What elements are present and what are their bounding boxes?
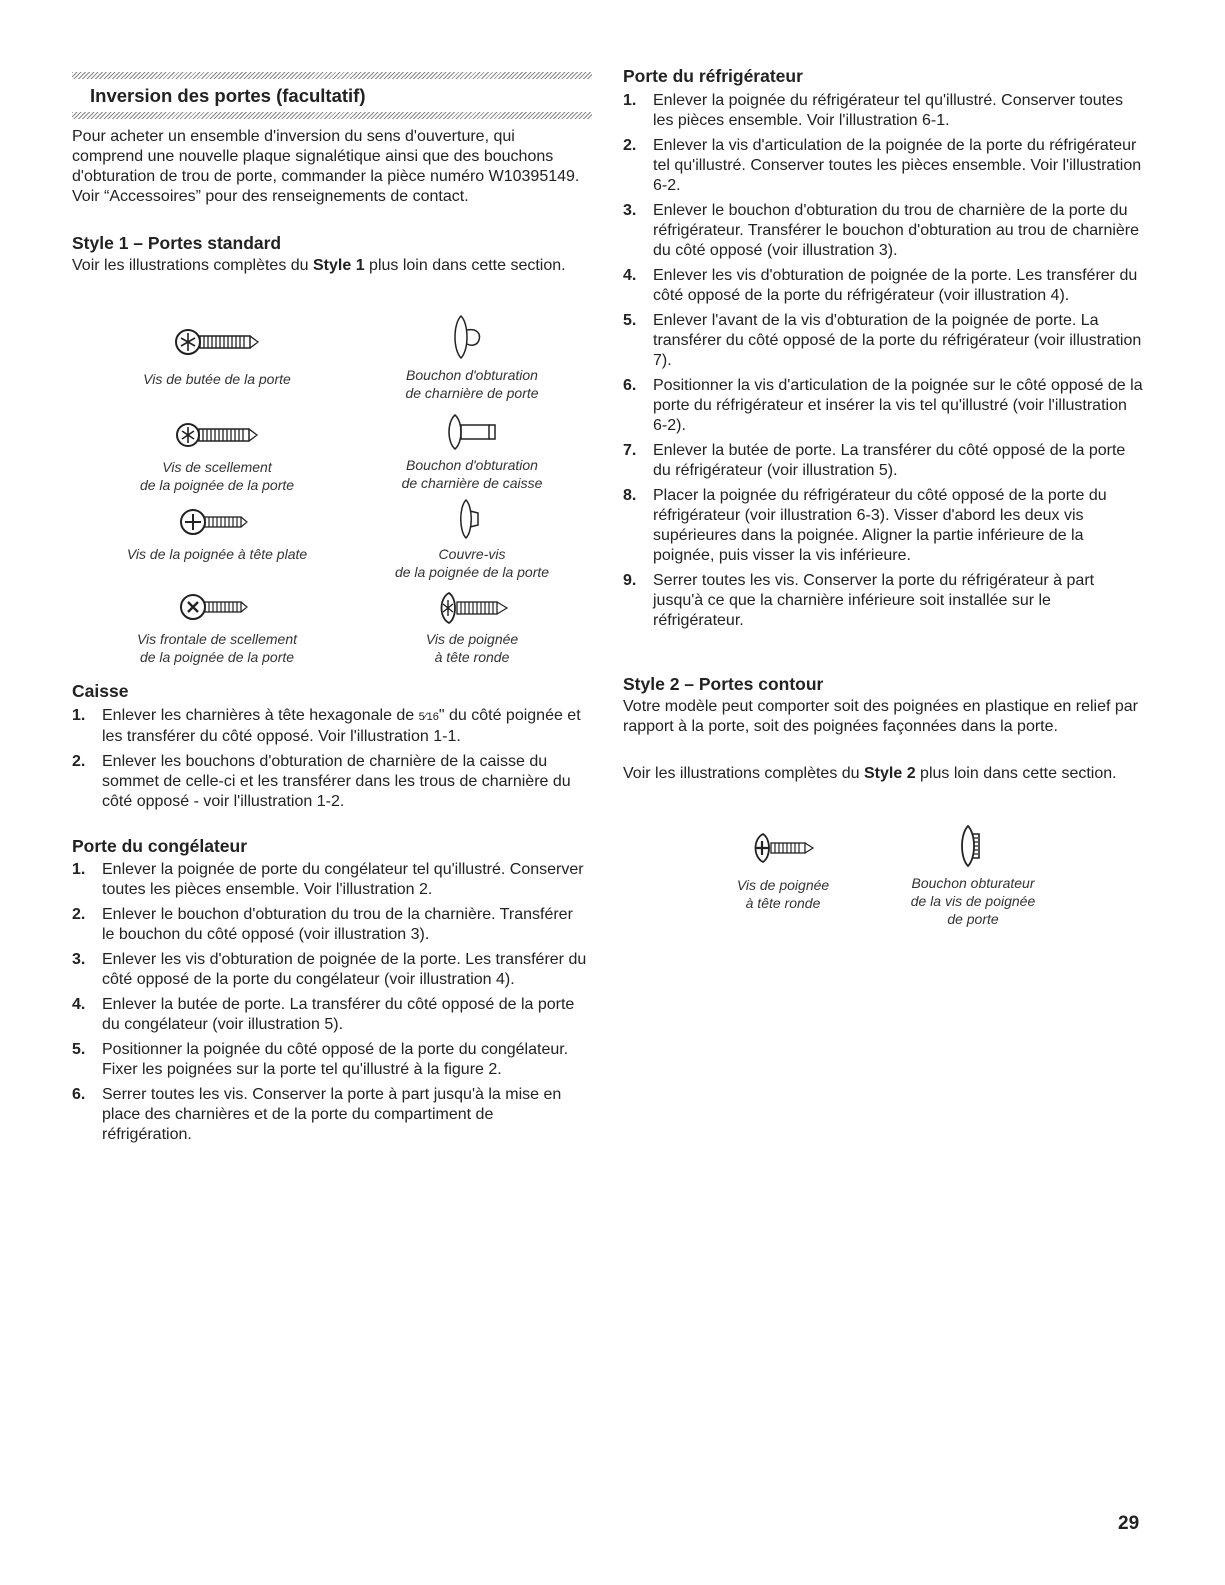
caption-line2: de la poignée de la porte [139,649,295,665]
flat-head-handle-screw-icon [177,505,257,539]
style2-paragraph-2: Voir les illustrations complètes du Style 2 plus loin dans cette section. [623,765,1117,782]
congelateur-step-6: 6. Serrer toutes les vis. Conserver la porte à part jusqu'à la mise en place des charnières et de la porte du compartiment de réfrigération. [72,1086,562,1143]
congelateur-step-4: 4. Enlever la butée de porte. La transférer du côté opposé de la porte du congélateur (voir illustration 5). [72,996,575,1033]
figure-handle-seal-screw [92,418,342,494]
figure-cabinet-hinge-hole-plug [362,412,582,492]
refrigerateur-step-5: 5. Enlever l'avant de la vis d'obturation de la poignée de porte. La transférer du côté opposé de la porte du réfrigérateur (voir illustration 7). [623,312,1142,369]
congelateur-heading: Porte du congélateur [72,836,248,856]
page-number: 29 [1118,1513,1140,1534]
round-head-handle-screw-icon [743,828,823,868]
door-hinge-hole-plug-icon [447,312,497,362]
caption-line2: à tête ronde [434,649,510,665]
caption-line2: de la vis de poignée [910,893,1036,909]
refrigerateur-step-7: 7. Enlever la butée de porte. La transférer du côté opposé de la porte du réfrigérateur (voir illustration 5). [623,442,1126,479]
congelateur-step-5: 5. Positionner la poignée du côté opposé de la porte du congélateur. Fixer les poignées sur la porte tel qu'illustré à la figure 2. [72,1041,569,1078]
caption-line1: Vis de scellement [162,459,272,475]
figure-door-hinge-hole-plug [362,312,582,402]
refrigerateur-step-3: 3. Enlever le bouchon d'obturation du trou de charnière de la porte du réfrigérateur. Transférer le bouchon d'obturation au trou de charnière du côté opposé (voir illustration 3). [623,202,1140,259]
congelateur-steps [72,860,587,1150]
figure-handle-screw-cover [362,497,582,581]
figure-flat-head-handle-screw [92,505,342,563]
refrigerateur-step-6: 6. Positionner la vis d'articulation de la poignée sur le côté opposé de la porte du réfrigérateur et insérer la vis tel qu'illustré (voir l'illustration 6-2). [623,377,1143,434]
handle-screw-cover-icon [452,497,492,541]
caisse-heading: Caisse [72,681,129,701]
caption-line1: Vis de la poignée à tête plate [126,546,308,562]
cabinet-hinge-hole-plug-icon [437,412,507,452]
caption-line2: de charnière de caisse [401,475,543,491]
refrigerateur-step-8: 8. Placer la poignée du réfrigérateur du côté opposé de la porte du réfrigérateur (voir illustration 6-3). Visser d'abord les deux vis supérieures dans la poignée. Aligner la partie inférieure de la poignée, puis visser la vis inférieure. [623,487,1107,564]
front-seal-screw-icon [177,590,257,624]
figure-round-head-handle-screw-style2 [683,828,883,912]
round-head-handle-screw-icon [427,590,517,626]
figure-door-stop-screw [92,322,342,388]
congelateur-step-3: 3. Enlever les vis d'obturation de poignée de la porte. Les transférer du côté opposé de la porte du congélateur (voir illustration 4). [72,951,587,988]
congelateur-step-2: 2. Enlever le bouchon d'obturation du trou de la charnière. Transférer le bouchon du côté opposé (voir illustration 3). [72,906,573,943]
style1-heading: Style 1 – Portes standard [72,233,282,253]
door-stop-screw-icon [172,322,262,362]
congelateur-step-1: 1. Enlever la poignée de porte du congélateur tel qu'illustré. Conserver toutes les pièces ensemble. Voir l'illustration 2. [72,861,584,898]
refrigerateur-step-1: 1. Enlever la poignée du réfrigérateur tel qu'illustré. Conserver toutes les pièces ensemble. Voir l'illustration 6-1. [623,92,1123,129]
caption-line3: de porte [947,911,999,927]
style2-paragraph: Votre modèle peut comporter soit des poignées en plastique en relief par rapport à la porte, soit des poignées façonnées dans la porte. [623,698,1138,735]
figure-handle-screw-plug [873,822,1073,928]
caption-line2: de la poignée de la porte [139,477,295,493]
caption-line2: à tête ronde [745,895,821,911]
intro-paragraph: Pour acheter un ensemble d'inversion du sens d'ouverture, qui comprend une nouvelle plaque signalétique ainsi que des bouchons d'obturation de trou de porte, commander la pièce numéro W10395149. Voir “Accessoires” pour des renseignements de contact. [72,128,580,205]
caption-line1: Couvre-vis [438,546,506,562]
section-title-rule-bottom [72,112,592,119]
caption-line1: Bouchon obturateur [911,875,1035,891]
section-title: Inversion des portes (facultatif) [90,85,366,106]
caisse-step-2: 2. Enlever les bouchons d'obturation de charnière de la caisse du sommet de celle-ci et les transférer dans les trous de charnière du côté opposé - voir l'illustration 1-2. [72,753,571,810]
caption-line1: Vis frontale de scellement [136,631,298,647]
refrigerateur-steps [623,91,1143,636]
refrigerateur-step-2: 2. Enlever la vis d'articulation de la poignée de la porte du réfrigérateur tel qu'illustré. Conserver toutes les pièces ensemble. Voir l'illustration 6-2. [623,137,1142,194]
caption-line1: Vis de poignée [736,877,830,893]
caisse-steps [72,706,587,817]
caption-line1: Vis de poignée [425,631,519,647]
figure-round-head-handle-screw [362,590,582,666]
caption-line1: Bouchon d'obturation [406,367,538,383]
handle-screw-plug-icon [953,822,993,870]
style2-heading: Style 2 – Portes contour [623,674,824,694]
caisse-step-1: 1. Enlever les charnières à tête hexagonale de 5⁄16" du côté poignée et les transférer du côté opposé. Voir l'illustration 1-1. [72,707,581,745]
refrigerateur-step-4: 4. Enlever les vis d'obturation de poignée de la porte. Les transférer du côté opposé de la porte du réfrigérateur (voir illustration 4). [623,267,1138,304]
caption-line1: Vis de butée de la porte [143,371,291,387]
figure-front-seal-screw [92,590,342,666]
section-title-rule-top [72,72,592,79]
refrigerateur-step-9: 9. Serrer toutes les vis. Conserver la porte du réfrigérateur à part jusqu'à ce que la charnière inférieure soit installée sur le réfrigérateur. [623,572,1095,629]
caption-line2: de la poignée de la porte [394,564,550,580]
caption-line2: de charnière de porte [405,385,539,401]
style1-paragraph: Voir les illustrations complètes du Style 1 plus loin dans cette section. [72,257,566,274]
caption-line1: Bouchon d'obturation [406,457,538,473]
handle-seal-screw-icon [172,418,262,452]
refrigerateur-heading: Porte du réfrigérateur [623,66,803,86]
